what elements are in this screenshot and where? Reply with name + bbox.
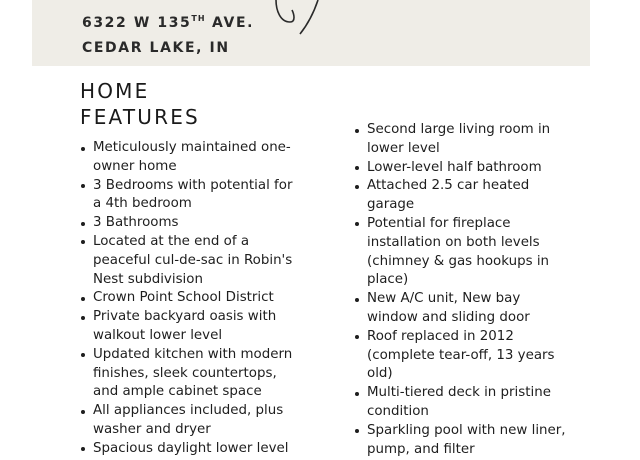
list-item: Lower-level half bathroom [354,159,572,178]
list-item: 3 Bedrooms with potential for a 4th bedroom [80,177,298,215]
list-item: Updated kitchen with modern finishes, sleek countertops, and ample cabinet space [80,346,298,402]
address-city: CEDAR LAKE, IN [82,40,230,56]
list-item: Potential for fireplace installation on both levels (chimney & gas hookups in place) [354,215,572,290]
list-item: All appliances included, plus washer and dryer [80,402,298,440]
list-item: Sparkling pool with new liner, pump, and filter [354,422,572,460]
list-item: 3 Bathrooms [80,214,298,233]
list-item: Attached 2.5 car heated garage [354,177,572,215]
list-item: Private backyard oasis with walkout lower level [80,308,298,346]
header-band [32,0,590,66]
features-list-right [354,121,572,459]
list-item: Crown Point School District [80,289,298,308]
address-street: 6322 W 135TH AVE. [82,14,255,31]
list-item: Meticulously maintained one-owner home [80,139,298,177]
section-title-home-features [80,78,200,130]
features-list-left [80,139,298,459]
list-item: Multi-tiered deck in pristine condition [354,384,572,422]
section-title-line-2: FEATURES [80,105,200,129]
list-item: New A/C unit, New bay window and sliding door [354,290,572,328]
script-flourish-decoration [270,0,330,36]
list-item: Roof replaced in 2012 (complete tear-off, 13 years old) [354,328,572,384]
list-item: Second large living room in lower level [354,121,572,159]
section-title-line-1: HOME [80,79,150,103]
list-item: Spacious daylight lower level [80,440,298,459]
list-item: Located at the end of a peaceful cul-de-sac in Robin's Nest subdivision [80,233,298,289]
